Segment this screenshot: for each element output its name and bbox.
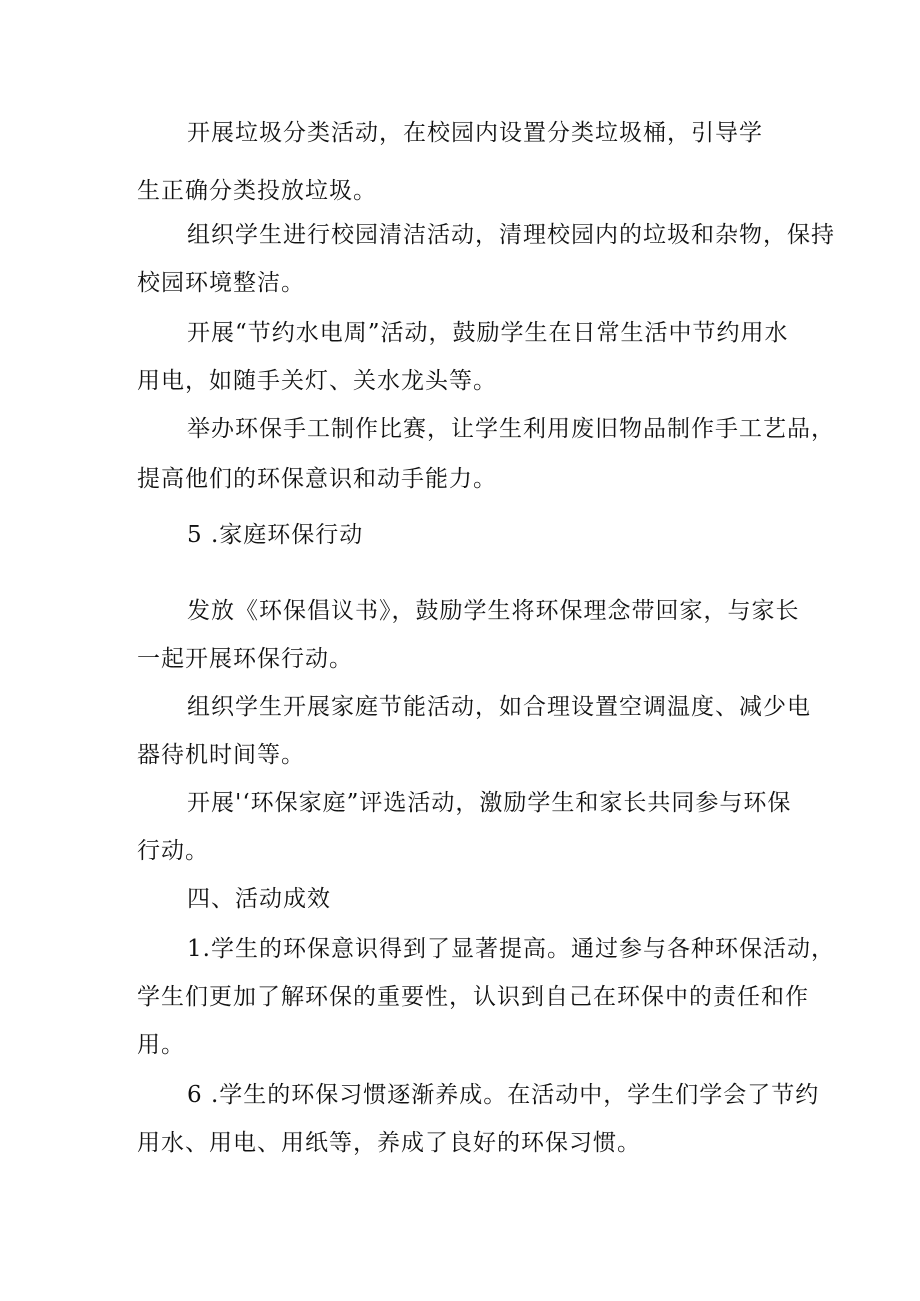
paragraph-line: 提高他们的环保意识和动手能力。: [137, 466, 497, 492]
paragraph-line: 生正确分类投放垃圾。: [137, 178, 377, 204]
paragraph-line: 用。: [137, 1032, 185, 1058]
section-heading: 5 .家庭环保行动: [187, 522, 364, 548]
paragraph-line: 校园环境整洁。: [137, 270, 305, 296]
paragraph-line: 开展垃圾分类活动，在校园内设置分类垃圾桶，引导学: [187, 120, 763, 146]
paragraph-line: 发放《环保倡议书》，鼓励学生将环保理念带回家，与家长: [187, 598, 800, 624]
paragraph-line: 用电，如随手关灯、关水龙头等。: [137, 368, 497, 394]
paragraph-line: 行动。: [137, 838, 209, 864]
paragraph-line: 6 .学生的环保习惯逐渐养成。在活动中，学生们学会了节约: [187, 1082, 820, 1108]
paragraph-line: 1.学生的环保意识得到了显著提高。通过参与各种环保活动，: [187, 936, 835, 962]
paragraph-line: 开展'‘环保家庭”评选活动，激励学生和家长共同参与环保: [187, 790, 792, 816]
paragraph-line: 开展“节约水电周”活动，鼓励学生在日常生活中节约用水: [187, 320, 789, 346]
paragraph-line: 器待机时间等。: [137, 742, 305, 768]
paragraph-line: 一起开展环保行动。: [137, 646, 353, 672]
paragraph-line: 学生们更加了解环保的重要性，认识到自己在环保中的责任和作: [137, 984, 809, 1010]
section-heading: 四、活动成效: [187, 886, 331, 912]
paragraph-line: 组织学生进行校园清洁活动，清理校园内的垃圾和杂物，保持: [187, 222, 835, 248]
paragraph-line: 举办环保手工制作比赛，让学生利用废旧物品制作手工艺品，: [187, 416, 835, 442]
paragraph-line: 组织学生开展家庭节能活动，如合理设置空调温度、减少电: [187, 694, 811, 720]
paragraph-line: 用水、用电、用纸等，养成了良好的环保习惯。: [137, 1130, 641, 1156]
